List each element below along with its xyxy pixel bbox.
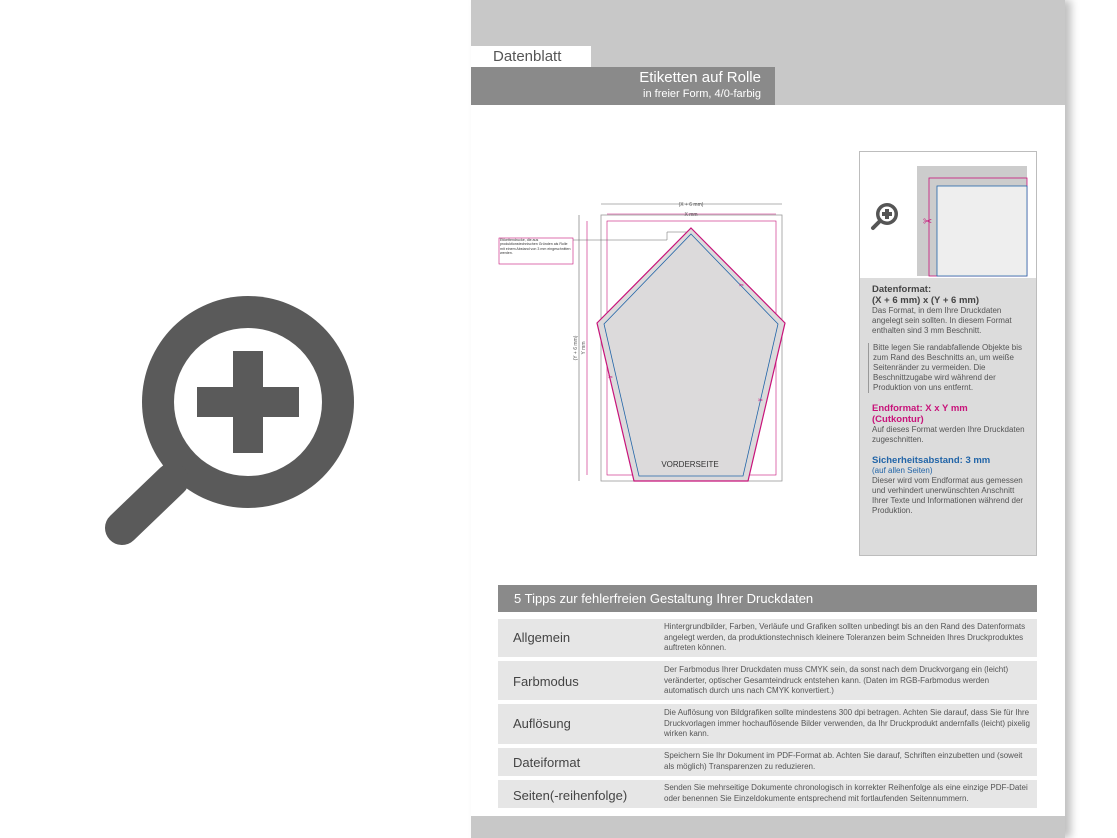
format-info-panel <box>859 151 1037 556</box>
tip-text: Die Auflösung von Bildgrafiken sollte mindestens 300 dpi betragen. Achten Sie darauf, dass Sie für Ihre Druckvorlagen immer hochauflösende Bilder verwenden, da Ihr Druckprodukt andernfalls (leicht) pixelig wirken kann. <box>664 708 1030 738</box>
dim-width-inner: X mm <box>684 212 698 218</box>
scissors-icon: ✂ <box>758 398 764 404</box>
datenformat-text: Das Format, in dem Ihre Druckdaten angelegt sein sollten. In diesem Format enthalten sind 3 mm Beschnitt. <box>872 306 1012 335</box>
tip-row <box>498 661 1037 700</box>
tip-text: Der Farbmodus Ihrer Druckdaten muss CMYK sein, da sonst nach dem Druckvorgang ein (leicht) veränderter, optischer Gesamteindruck entstehen kann. (Daten im RGB-Farbmodus werden automatisch durch uns nach CMYK konvertiert.) <box>664 665 1009 695</box>
tip-text: Senden Sie mehrseitige Dokumente chronologisch in korrekter Reihenfolge als eine einzige PDF-Datei oder benennen Sie Einzeldokumente entsprechend mit fortlaufenden Seitennummern. <box>664 783 1028 803</box>
tip-text: Speichern Sie Ihr Dokument im PDF-Format ab. Achten Sie darauf, Schriften einzubetten und (soweit als möglich) Transparenzen zu reduzieren. <box>664 751 1023 771</box>
scissors-icon: ✂ <box>923 216 933 228</box>
datenformat-value: (X + 6 mm) x (Y + 6 mm) <box>872 295 980 306</box>
safety-title: Sicherheitsabstand: 3 mm <box>872 455 991 466</box>
tip-text: Hintergrundbilder, Farben, Verläufe und Grafiken sollten unbedingt bis an den Rand des Datenformats angelegt werden, da produktionstechnisch kleinere Toleranzen beim Schneiden Ihres Druckproduktes auftreten können. <box>664 622 1026 652</box>
datenformat-title: Datenformat: <box>872 284 932 295</box>
zoom-in-icon[interactable] <box>100 290 360 550</box>
scissors-icon: ✂ <box>739 283 745 289</box>
tip-label: Seiten(-reihenfolge) <box>513 788 628 803</box>
safety-text: Dieser wird vom Endformat aus gemessen und verhindert unerwünschten Anschnitt Ihrer Texte und Informationen während der Produktion. <box>872 476 1024 515</box>
tip-label: Dateiformat <box>513 755 581 770</box>
dim-height-inner: Y mm <box>581 341 587 355</box>
endformat-sub: (Cutkontur) <box>872 414 924 425</box>
drawing-note: Etikettendrucke, die aus produktionstechnischen Gründen als Rolle mit einem Abstand von 3 mm eingeschnitten werden. <box>500 238 571 256</box>
scissors-icon: ✂ <box>608 375 614 381</box>
zoom-in-icon[interactable] <box>873 203 898 228</box>
tip-label: Farbmodus <box>513 674 579 689</box>
tips-heading: 5 Tipps zur fehlerfreien Gestaltung Ihrer Druckdaten <box>498 585 1037 612</box>
footer-band <box>471 816 1065 838</box>
zoom-preview[interactable] <box>860 152 1036 278</box>
title-bar <box>471 67 775 105</box>
product-title: Etiketten auf Rolle <box>639 69 761 86</box>
endformat-text: Auf dieses Format werden Ihre Druckdaten zugeschnitten. <box>872 425 1025 444</box>
tip-row <box>498 619 1037 657</box>
dim-height-outer: (Y + 6 mm) <box>573 335 579 361</box>
tip-label: Allgemein <box>513 630 571 645</box>
product-subtitle: in freier Form, 4/0-farbig <box>643 88 761 100</box>
tip-row <box>498 780 1037 808</box>
tip-label: Auflösung <box>513 716 571 731</box>
endformat-title: Endformat: X x Y mm <box>872 403 968 414</box>
bleed-text: Bitte legen Sie randabfallende Objekte bis zum Rand des Beschnitts an, um weiße Seitenränder zu vermeiden. Die Beschnittzugabe wird während der Produktion von uns entfernt. <box>868 343 1032 393</box>
datasheet-tab: Datenblatt <box>471 46 591 67</box>
info-text <box>872 284 1032 516</box>
datasheet-page <box>471 0 1065 838</box>
dim-width-outer: (X + 6 mm) <box>678 202 704 208</box>
label-template-drawing <box>491 188 791 488</box>
tip-row <box>498 748 1037 776</box>
tip-row <box>498 704 1037 744</box>
safety-sub: (auf allen Seiten) <box>872 466 933 475</box>
side-label: VORDERSEITE <box>661 460 719 469</box>
